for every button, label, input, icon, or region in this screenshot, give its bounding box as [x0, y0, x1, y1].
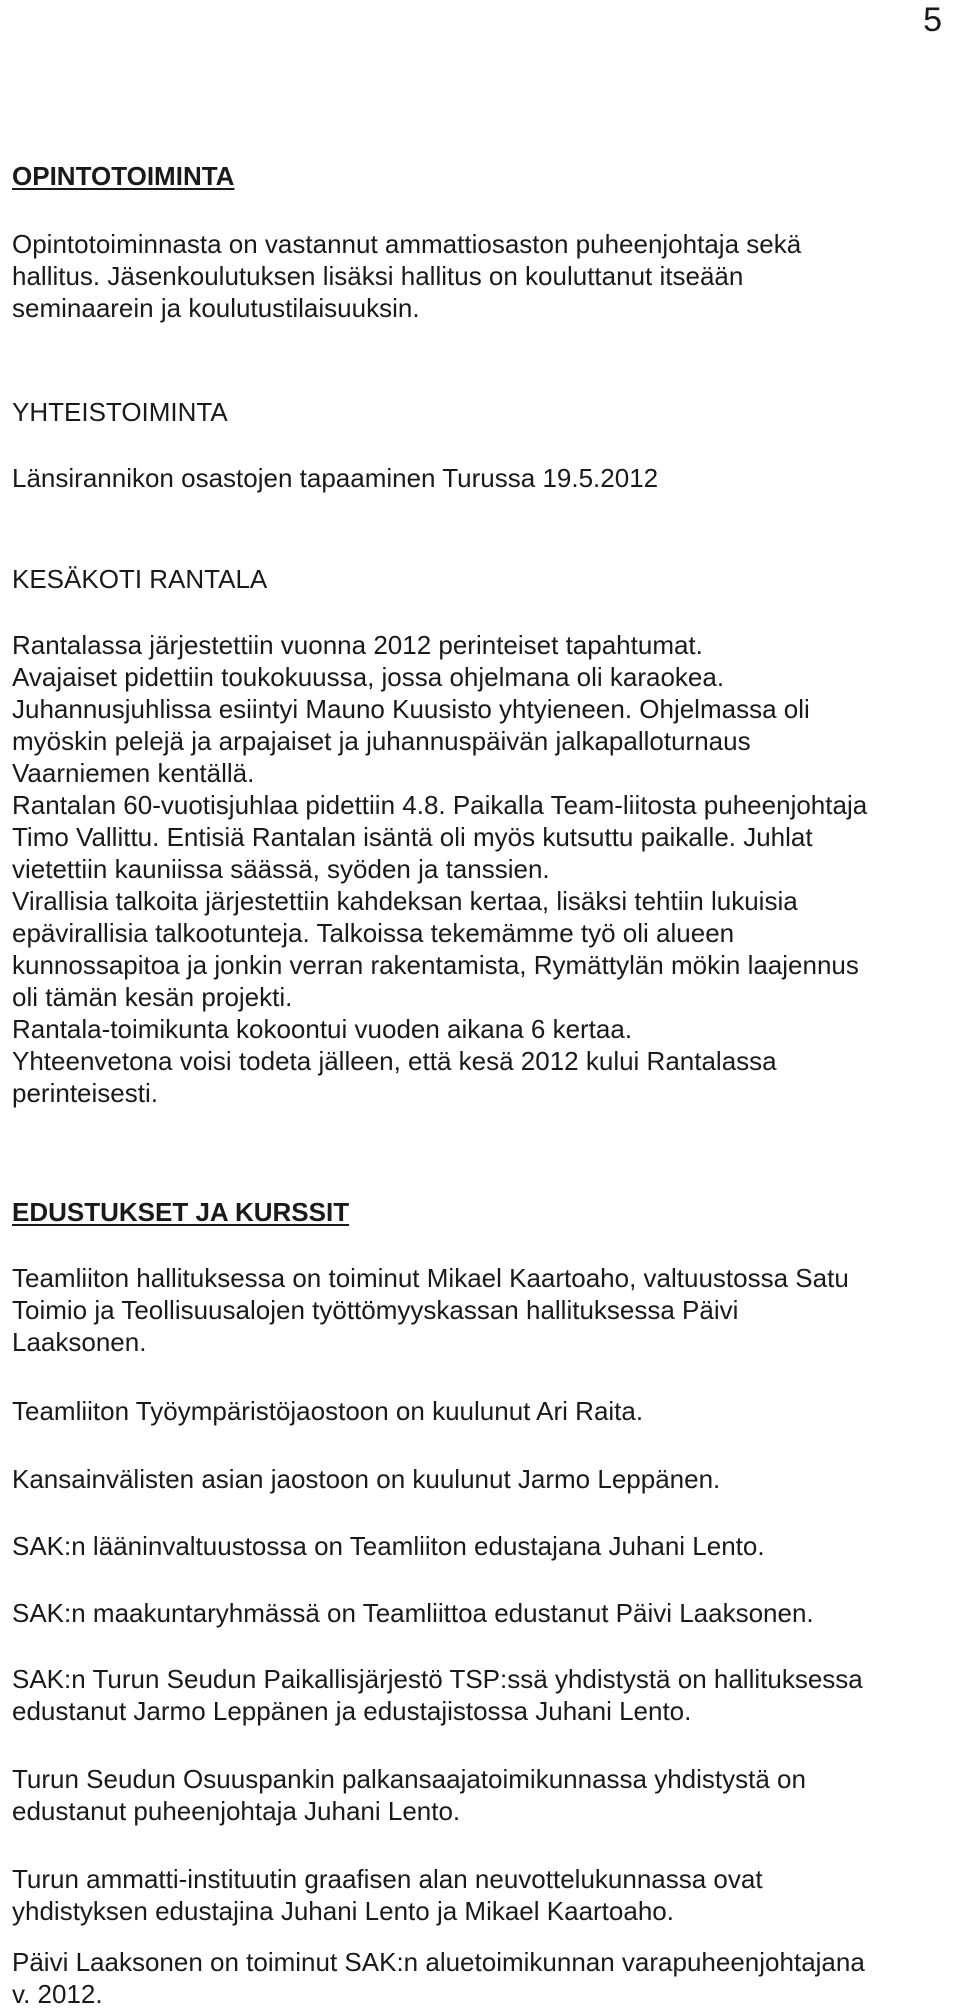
text-line: Päivi Laaksonen on toiminut SAK:n aluetoimikunnan varapuheenjohtajana	[12, 1947, 865, 1977]
text-line: seminaarein ja koulutustilaisuuksin.	[12, 293, 420, 323]
paragraph-8	[12, 1863, 957, 1927]
text-line: Timo Vallittu. Entisiä Rantalan isäntä oli myös kutsuttu paikalle. Juhlat	[12, 822, 813, 852]
text-line: Juhannusjuhlissa esiintyi Mauno Kuusisto yhtyieneen. Ohjelmassa oli	[12, 694, 810, 724]
section-body-opintotoiminta	[12, 228, 957, 324]
paragraph-3	[12, 1463, 957, 1495]
text-line: Rantalassa järjestettiin vuonna 2012 perinteiset tapahtumat.	[12, 630, 703, 660]
section-heading-opintotoiminta: OPINTOTOIMINTA	[12, 161, 235, 191]
section-body-yhteistoiminta	[12, 462, 957, 494]
text-line: Länsirannikon osastojen tapaaminen Turussa 19.5.2012	[12, 463, 659, 493]
text-line: epävirallisia talkootunteja. Talkoissa tekemämme työ oli alueen	[12, 918, 735, 948]
text-line: kunnossapitoa ja jonkin verran rakentamista, Rymättylän mökin laajennus	[12, 950, 859, 980]
text-line: Rantalan 60-vuotisjuhlaa pidettiin 4.8. Paikalla Team-liitosta puheenjohtaja	[12, 790, 868, 820]
text-line: myöskin pelejä ja arpajaiset ja juhannuspäivän jalkapalloturnaus	[12, 726, 751, 756]
text-line: Vaarniemen kentällä.	[12, 758, 255, 788]
text-line: hallitus. Jäsenkoulutuksen lisäksi hallitus on kouluttanut itseään	[12, 261, 744, 291]
section-heading-yhteistoiminta: YHTEISTOIMINTA	[12, 397, 228, 427]
paragraph-1	[12, 1262, 957, 1358]
paragraph-4	[12, 1530, 957, 1562]
text-line: Toimio ja Teollisuusalojen työttömyyskassan hallituksessa Päivi	[12, 1295, 739, 1325]
page-number: 5	[923, 1, 942, 39]
text-line: Turun ammatti-instituutin graafisen alan neuvottelukunnassa ovat	[12, 1864, 763, 1894]
paragraph-5	[12, 1597, 957, 1629]
text-line: SAK:n lääninvaltuustossa on Teamliiton edustajana Juhani Lento.	[12, 1531, 765, 1561]
text-line: Rantala-toimikunta kokoontui vuoden aikana 6 kertaa.	[12, 1014, 633, 1044]
text-line: Avajaiset pidettiin toukokuussa, jossa ohjelmana oli karaokea.	[12, 662, 725, 692]
text-line: Yhteenvetona voisi todeta jälleen, että kesä 2012 kului Rantalassa	[12, 1046, 777, 1076]
text-line: Teamliiton Työympäristöjaostoon on kuulunut Ari Raita.	[12, 1396, 644, 1426]
text-line: Kansainvälisten asian jaostoon on kuulunut Jarmo Leppänen.	[12, 1464, 721, 1494]
text-line: v. 2012.	[12, 1979, 103, 2009]
text-line: Turun Seudun Osuuspankin palkansaajatoimikunnassa yhdistystä on	[12, 1764, 806, 1794]
section-body-kesakoti	[12, 629, 957, 1109]
text-line: edustanut Jarmo Leppänen ja edustajistossa Juhani Lento.	[12, 1696, 692, 1726]
paragraph-6	[12, 1663, 957, 1727]
text-line: Laaksonen.	[12, 1327, 147, 1357]
text-line: yhdistyksen edustajina Juhani Lento ja Mikael Kaartoaho.	[12, 1896, 674, 1926]
text-line: oli tämän kesän projekti.	[12, 982, 293, 1012]
text-line: Virallisia talkoita järjestettiin kahdeksan kertaa, lisäksi tehtiin lukuisia	[12, 886, 798, 916]
text-line: vietettiin kauniissa säässä, syöden ja tanssien.	[12, 854, 550, 884]
text-line: perinteisesti.	[12, 1078, 158, 1108]
text-line: Teamliiton hallituksessa on toiminut Mikael Kaartoaho, valtuustossa Satu	[12, 1263, 849, 1293]
text-line: SAK:n Turun Seudun Paikallisjärjestö TSP:ssä yhdistystä on hallituksessa	[12, 1664, 863, 1694]
section-heading-edustukset: EDUSTUKSET JA KURSSIT	[12, 1197, 350, 1227]
text-line: Opintotoiminnasta on vastannut ammattiosaston puheenjohtaja sekä	[12, 229, 802, 259]
paragraph-9	[12, 1946, 957, 2010]
text-line: edustanut puheenjohtaja Juhani Lento.	[12, 1796, 461, 1826]
text-line: SAK:n maakuntaryhmässä on Teamliittoa edustanut Päivi Laaksonen.	[12, 1598, 814, 1628]
paragraph-2	[12, 1395, 957, 1427]
section-heading-kesakoti: KESÄKOTI RANTALA	[12, 564, 268, 594]
paragraph-7	[12, 1763, 957, 1827]
